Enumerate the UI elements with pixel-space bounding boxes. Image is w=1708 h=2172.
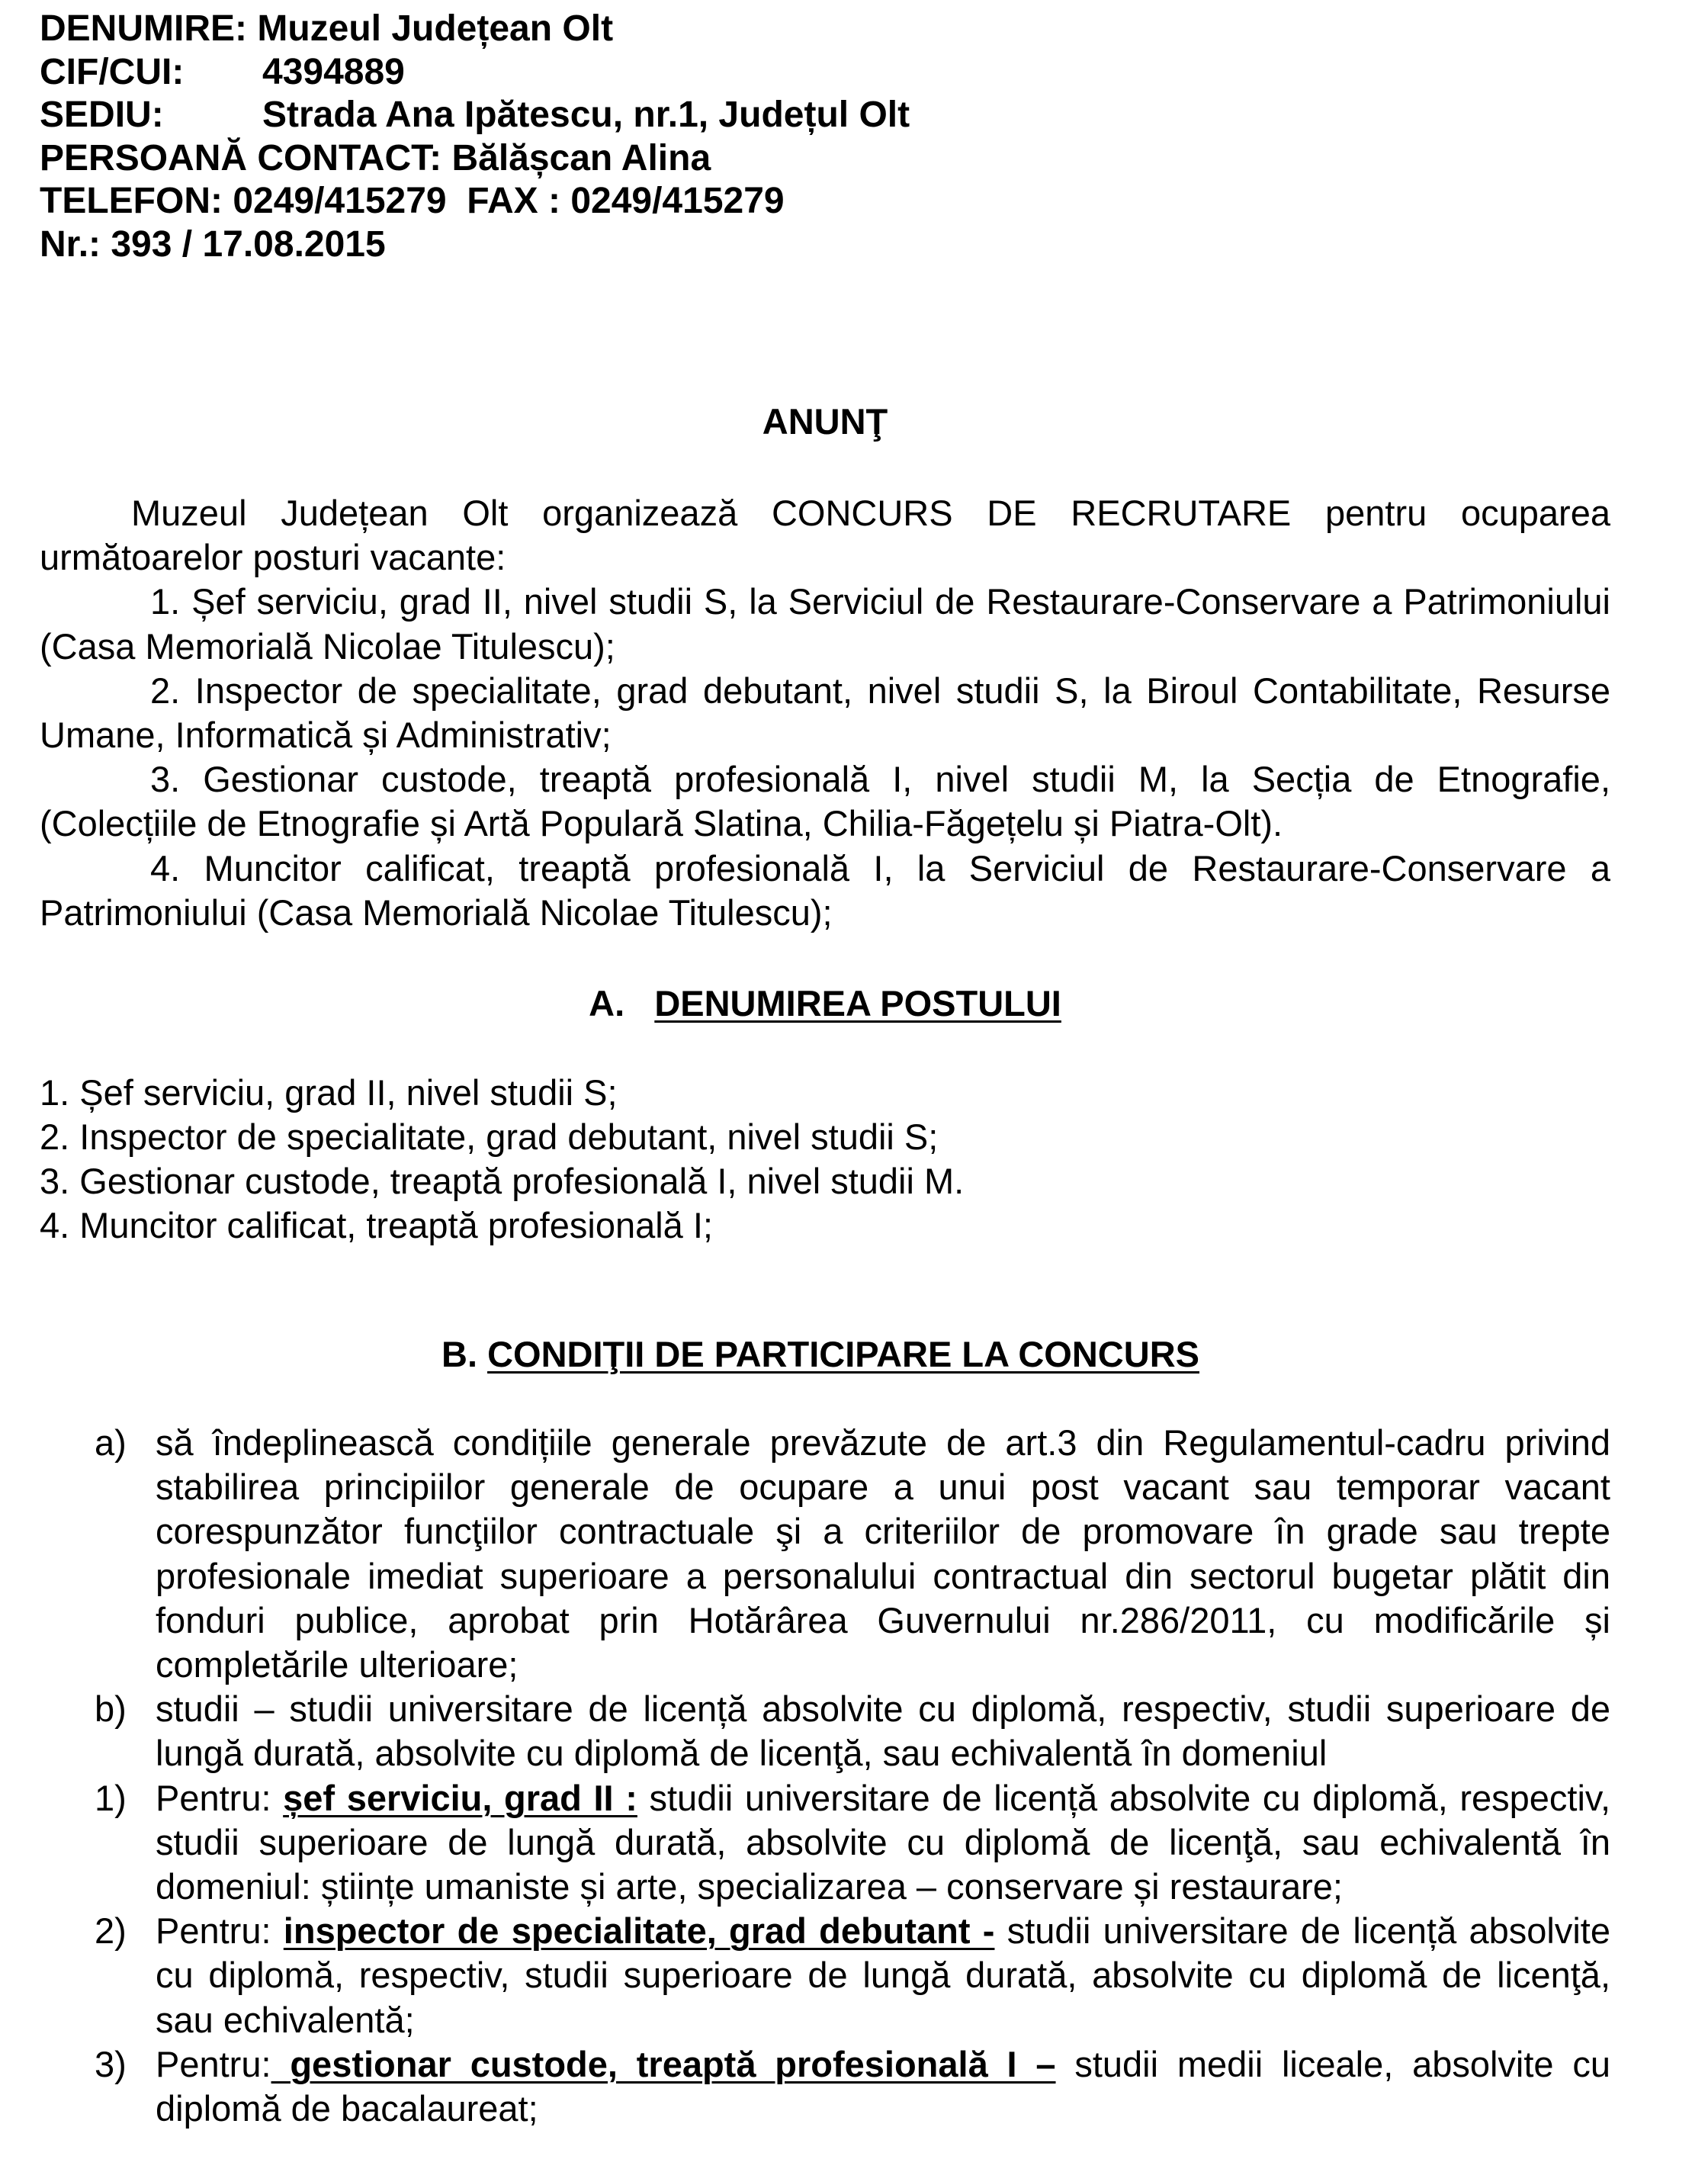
condition-2-text: studii universitare de licență absolvite cu diplomă, respectiv, studii superioare de lungă durată, absolvite cu diplomă de licenţă, sau echivalentă; [156, 1910, 1611, 2040]
condition-2-marker: 2) [95, 1910, 127, 1952]
condition-a-marker: a) [95, 1422, 127, 1463]
header-line-denumire [40, 8, 910, 51]
document-header [40, 8, 910, 266]
header-line-cif [40, 51, 910, 95]
cif-label: CIF/CUI: [40, 51, 185, 92]
contact-label: PERSOANĂ CONTACT: [40, 137, 442, 178]
sediu-value: Strada Ana Ipătescu, nr.1, Județul Olt [262, 95, 910, 135]
nr-value: 393 / 17.08.2015 [111, 223, 386, 265]
condition-1-marker: 1) [95, 1777, 127, 1818]
section-a-heading [40, 982, 1610, 1025]
section-b-marker: B. [441, 1334, 477, 1374]
header-line-contact [40, 137, 910, 181]
condition-1-post: șef serviciu, grad II : [283, 1777, 637, 1818]
section-a-list [40, 1071, 1610, 1248]
cif-value: 4394889 [262, 51, 405, 92]
section-a-title: DENUMIREA POSTULUI [654, 983, 1061, 1023]
section-b-title: CONDIŢII DE PARTICIPARE LA CONCURS [487, 1334, 1199, 1374]
section-a-item-2: 2. Inspector de specialitate, grad debutant, nivel studii S; [40, 1117, 939, 1157]
telefon-label: TELEFON: [40, 181, 223, 221]
telefon-value: 0249/415279 [233, 181, 447, 221]
nr-label: Nr.: [40, 223, 101, 265]
condition-b-marker: b) [95, 1688, 127, 1730]
denumire-label: DENUMIRE: [40, 8, 247, 49]
condition-b [40, 1687, 1610, 1775]
header-line-nr [40, 223, 910, 267]
intro-post-1: 1. Șef serviciu, grad II, nivel studii S, la Serviciul de Restaurare-Conservare a Patrimoniului (Casa Memorială Nicolae Titulescu); [40, 581, 1610, 667]
section-a-item-1: 1. Șef serviciu, grad II, nivel studii S; [40, 1072, 618, 1113]
section-a-item-4: 4. Muncitor calificat, treaptă profesională I; [40, 1205, 713, 1245]
intro-post-2: 2. Inspector de specialitate, grad debutant, nivel studii S, la Biroul Contabilitate, Resurse Umane, Informatică și Administrativ; [40, 670, 1610, 756]
condition-2-prefix: Pentru: [156, 1910, 284, 1952]
section-a-item-3: 3. Gestionar custode, treaptă profesională I, nivel studii M. [40, 1161, 965, 1201]
condition-1-prefix: Pentru: [156, 1777, 284, 1818]
header-line-sediu [40, 94, 910, 137]
section-b-heading [35, 1333, 1606, 1376]
intro-paragraph [40, 491, 1610, 935]
condition-a [40, 1421, 1610, 1687]
intro-post-4: 4. Muncitor calificat, treaptă profesională I, la Serviciul de Restaurare-Conservare a Patrimoniului (Casa Memorială Nicolae Titulescu); [40, 847, 1610, 933]
condition-3-prefix: Pentru: [156, 2043, 271, 2084]
condition-1 [40, 1776, 1610, 1910]
section-b-list [40, 1421, 1610, 2131]
intro-post-3: 3. Gestionar custode, treaptă profesională I, nivel studii M, la Secția de Etnografie, (Colecțiile de Etnografie și Artă Populară Slatina, Chilia-Făgețelu și Piatra-Olt). [40, 759, 1610, 844]
header-line-telefon [40, 180, 910, 223]
fax-label: FAX : [467, 181, 560, 221]
condition-a-text: să îndeplinească condițiile generale prevăzute de art.3 din Regulamentul-cadru privind stabilirea principiilor generale de ocupare a unui post vacant sau temporar vacant corespunzător funcţiilor contractuale şi a criteriilor de promovare în grade sau trepte profesionale imediat superioare a personalului contractual din sectorul bugetar plătit din fonduri publice, aprobat prin Hotărârea Guvernului nr.286/2011, cu modificările și completările ulterioare; [156, 1422, 1610, 1685]
document-title: ANUNŢ [762, 401, 888, 442]
sediu-label: SEDIU: [40, 95, 164, 135]
intro-lead: Muzeul Județean Olt organizează CONCURS DE RECRUTARE pentru ocuparea următoarelor posturi vacante: [40, 493, 1610, 578]
condition-1-text: studii universitare de licență absolvite cu diplomă, respectiv, studii superioare de lungă durată, absolvite cu diplomă de licenţă, sau echivalentă în domeniul: științe umaniste și arte, specializarea – conservare și restaurare; [156, 1777, 1611, 1907]
condition-3-post: gestionar custode, treaptă profesională I – [271, 2043, 1056, 2084]
section-a-marker: A. [589, 983, 625, 1023]
condition-b-text: studii – studii universitare de licență absolvite cu diplomă, respectiv, studii superioare de lungă durată, absolvite cu diplomă de licenţă, sau echivalentă în domeniul [156, 1688, 1610, 1774]
contact-value: Bălășcan Alina [451, 137, 711, 178]
denumire-value: Muzeul Județean Olt [257, 8, 614, 49]
condition-2 [40, 1909, 1610, 2042]
condition-3-text: studii medii liceale, absolvite cu diplomă de bacalaureat; [156, 2043, 1611, 2129]
fax-value: 0249/415279 [570, 181, 785, 221]
condition-3-marker: 3) [95, 2043, 127, 2084]
condition-2-post: inspector de specialitate, grad debutant - [283, 1910, 995, 1952]
condition-3 [40, 2042, 1610, 2131]
